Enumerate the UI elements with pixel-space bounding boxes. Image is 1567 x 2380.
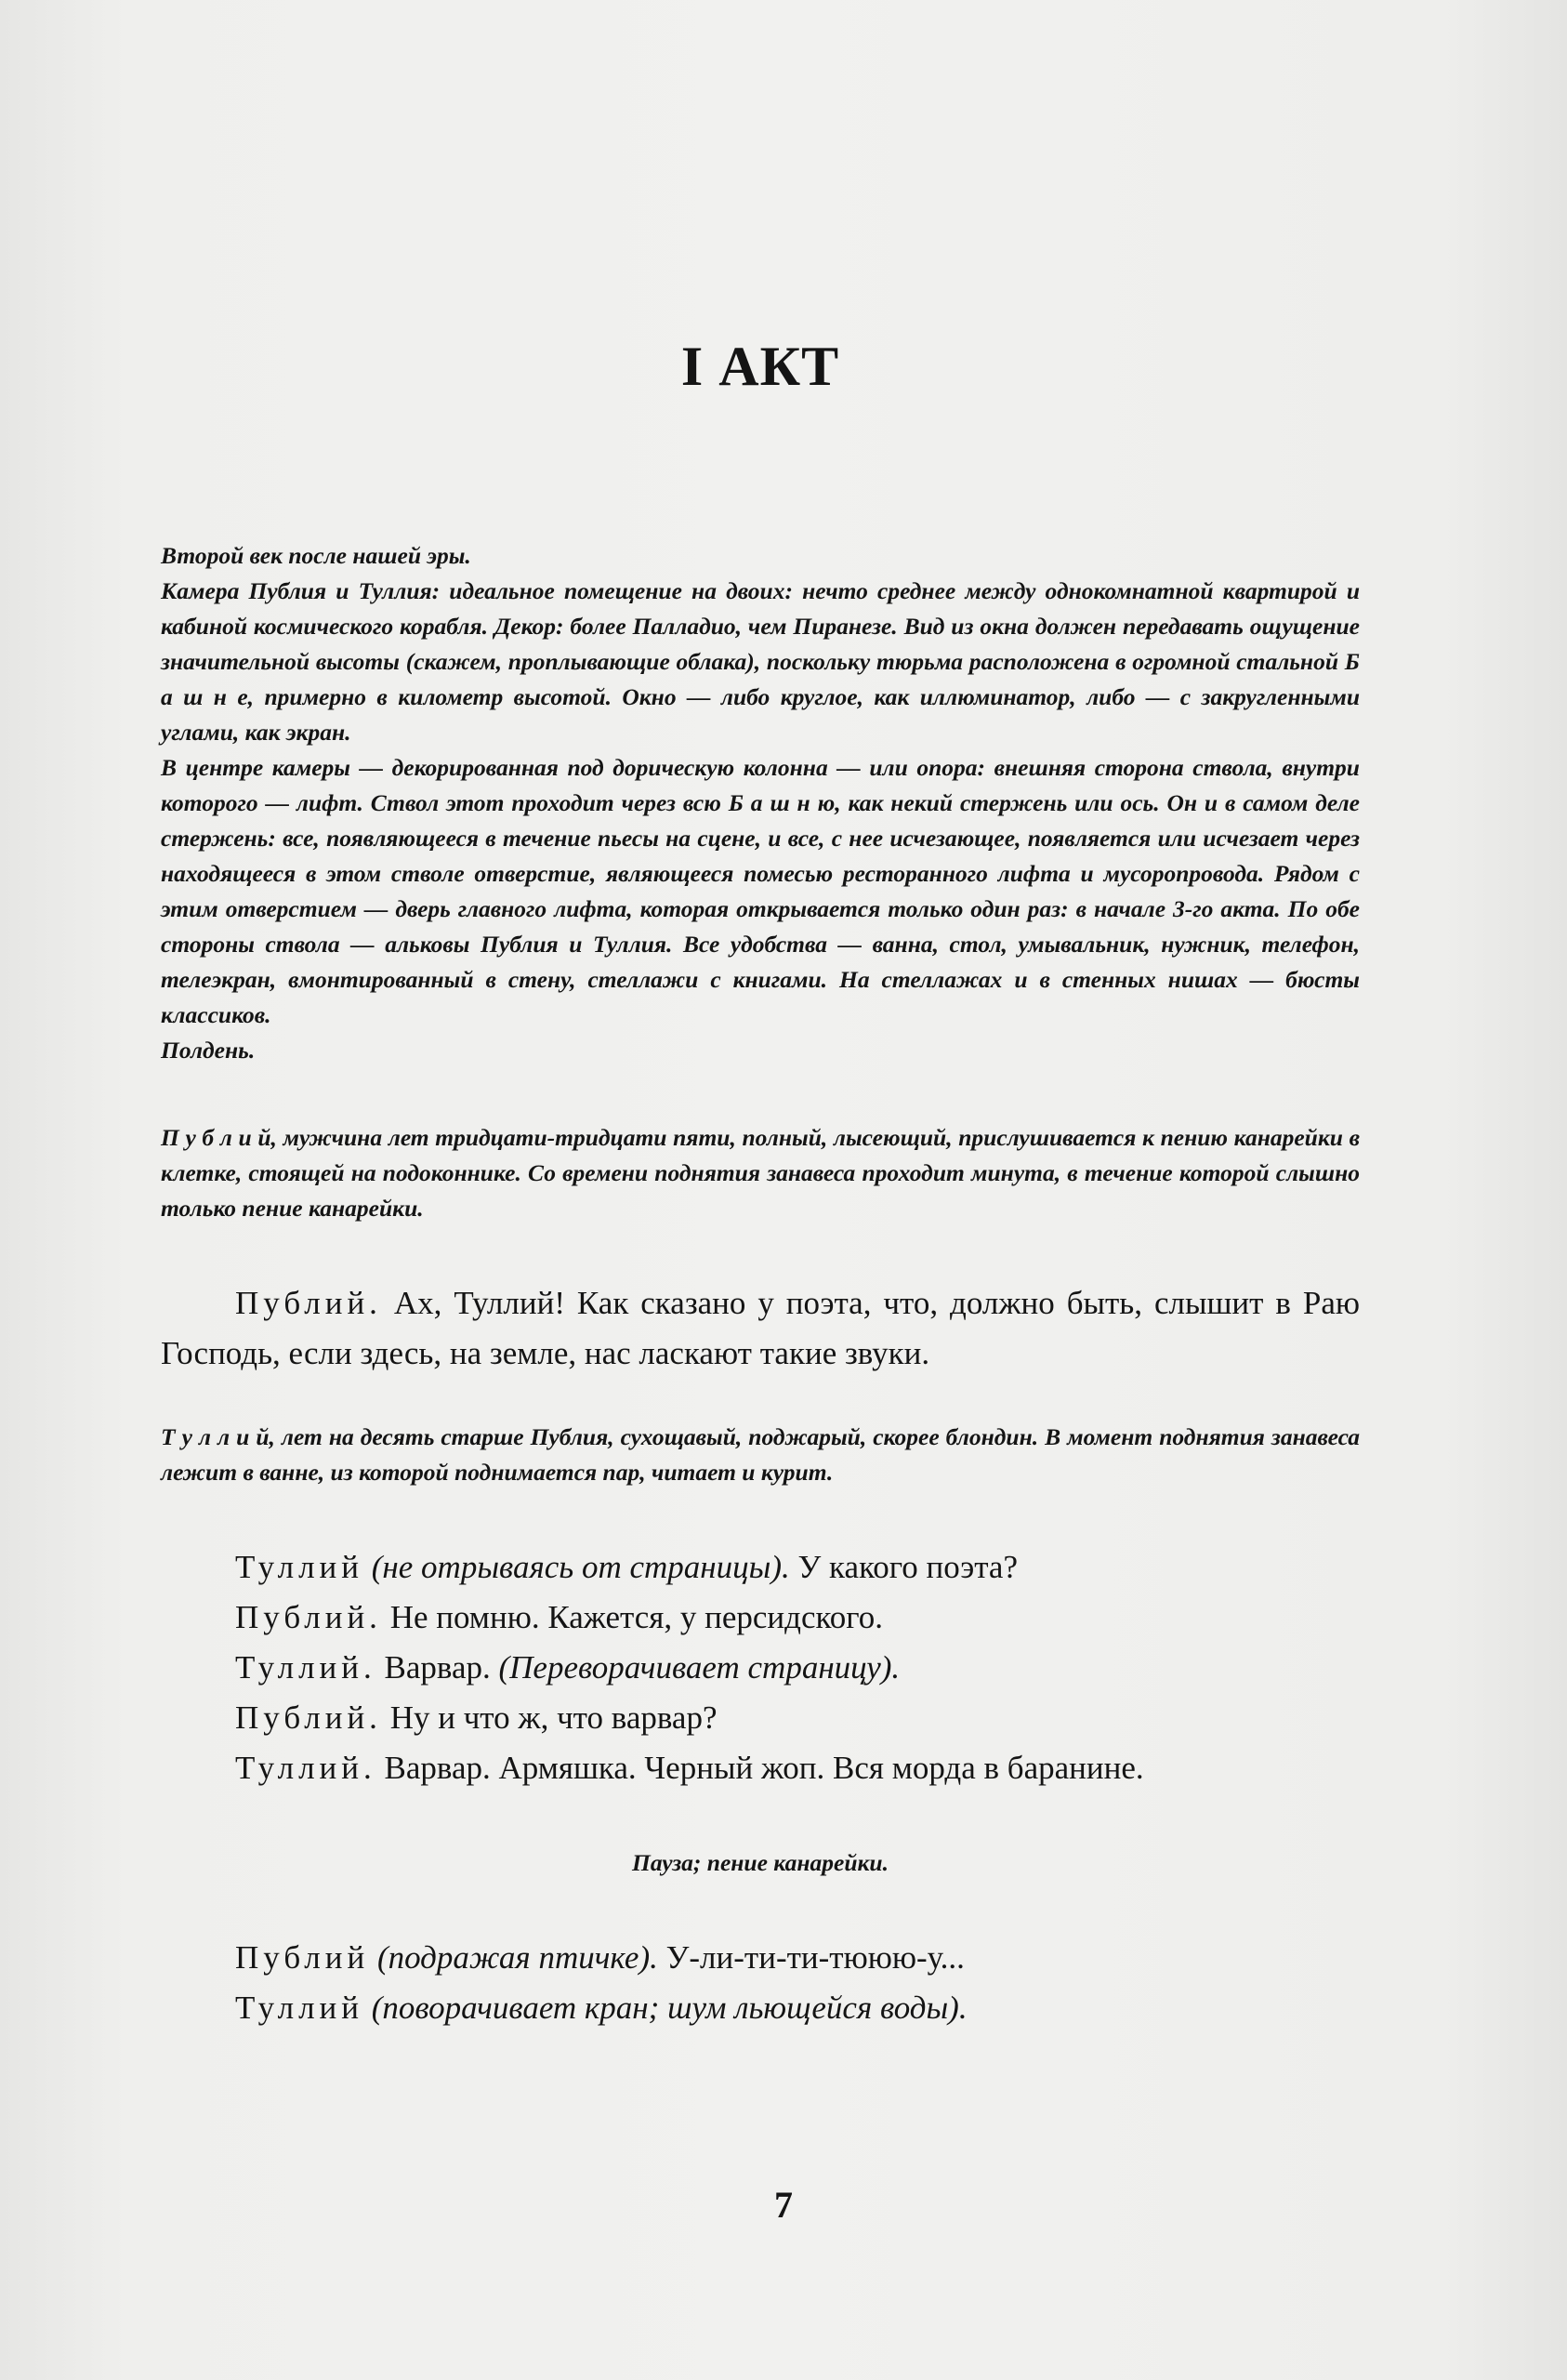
speaker-name: Публий.	[235, 1285, 382, 1321]
stage-directions-intro	[161, 538, 1360, 1068]
stage-direction: (подражая птичке).	[376, 1939, 658, 1976]
stage-publius: П у б л и й, мужчина лет тридцати-тридцати пяти, полный, лысеющий, прислушивается к пению канарейки в клетке, стоящей на подоконнике. Со времени поднятия занавеса проходит минута, в течение которой слышно только пение канарейки.	[161, 1124, 1360, 1222]
act-title: I АКТ	[680, 336, 840, 397]
dialogue-line	[235, 1693, 1360, 1743]
speaker-name: Публий.	[235, 1699, 382, 1736]
stage-direction: (Переворачивает страницу).	[498, 1649, 901, 1686]
dialogue-line	[235, 1743, 1360, 1793]
dialogue-line	[235, 1933, 1360, 1983]
speaker-name: Туллий.	[235, 1750, 376, 1786]
line-text: Ах, Туллий! Как сказано у поэта, что, должно быть, слышит в Раю Господь, если здесь, на земле, нас ласкают такие звуки.	[161, 1285, 1360, 1371]
dialogue-line	[235, 1542, 1360, 1593]
line-text: Не помню. Кажется, у персидского.	[381, 1599, 883, 1635]
line-text: У какого поэта?	[789, 1549, 1019, 1585]
dialogue-line	[235, 1593, 1360, 1643]
dialogue-block-2	[161, 1933, 1360, 2033]
stage-direction: (поворачивает кран; шум льющейся воды).	[371, 1990, 968, 2026]
speaker-name: Публий.	[235, 1599, 382, 1635]
speaker-name: Туллий	[235, 1549, 363, 1585]
stage-direction: (не отрываясь от страницы).	[371, 1549, 790, 1585]
dialogue-line	[235, 1643, 1360, 1693]
line-text: У-ли-ти-ти-тююю-у...	[657, 1939, 965, 1976]
speaker-name: Публий	[235, 1939, 370, 1976]
stage-tullius: Т у л л и й, лет на десять старше Публия, сухощавый, поджарый, скорее блондин. В момент поднятия занавеса лежит в ванне, из которой поднимается пар, читает и курит.	[161, 1423, 1360, 1486]
dialogue-line	[235, 1983, 1360, 2033]
dialogue-block-1	[161, 1542, 1360, 1793]
speaker-name: Туллий	[235, 1990, 363, 2026]
page-content	[161, 335, 1360, 2033]
dialogue-line-1	[161, 1278, 1360, 1379]
line-text: Варвар.	[375, 1649, 499, 1686]
page-number: 7	[774, 2184, 793, 2226]
stage-setting: Камера Публия и Туллия: идеальное помещение на двоих: нечто среднее между однокомнатной квартирой и кабиной космического корабля. Декор: более Палладио, чем Пиранезе. Вид из окна должен передавать ощущение значительной высоты (скажем, проплывающие облака), поскольку тюрьма расположена в огромной стальной Б а ш н е, примерно в километр высотой. Окно — либо круглое, как иллюминатор, либо — с закругленными углами, как экран.	[161, 577, 1360, 746]
stage-noon: Полдень.	[161, 1037, 256, 1064]
speaker-name: Туллий.	[235, 1649, 376, 1686]
stage-time: Второй век после нашей эры.	[161, 542, 471, 569]
line-text: Варвар. Армяшка. Черный жоп. Вся морда в баранине.	[375, 1750, 1144, 1786]
pause-note: Пауза; пение канарейки.	[631, 1849, 889, 1876]
stage-column: В центре камеры — декорированная под дорическую колонна — или опора: внешняя сторона ствола, внутри которого — лифт. Ствол этот проходит через всю Б а ш н ю, как некий стержень или ось. Он и в самом деле стержень: все, появляющееся в течение пьесы на сцене, и все, с нее исчезающее, появляется или исчезает через находящееся в этом стволе отверстие, являющееся помесью ресторанного лифта и мусоропровода. Рядом с этим отверстием — дверь главного лифта, которая открывается только один раз: в начале 3-го акта. По обе стороны ствола — альковы Публия и Туллия. Все удобства — ванна, стол, умывальник, нужник, телефон, телеэкран, вмонтированный в стену, стеллажи с книгами. На стеллажах и в стенных нишах — бюсты классиков.	[161, 754, 1360, 1028]
line-text: Ну и что ж, что варвар?	[381, 1699, 718, 1736]
